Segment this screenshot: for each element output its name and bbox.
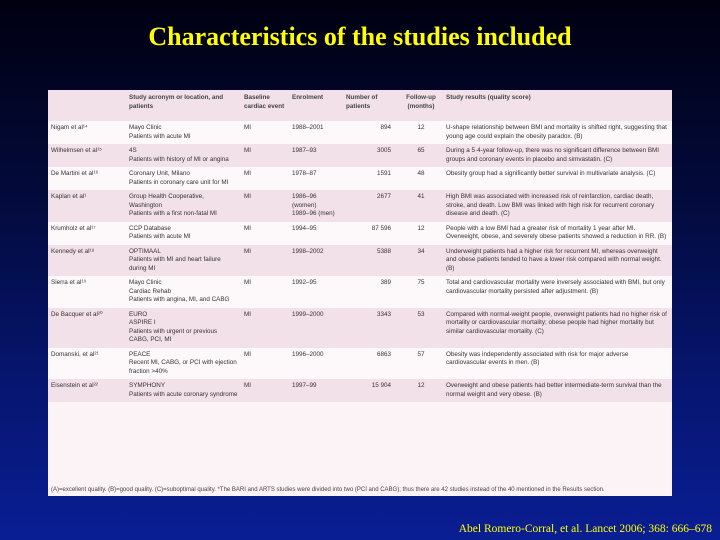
header-acronym: Study acronym or location, and patients: [126, 90, 241, 121]
cell-patients: 2677: [343, 190, 399, 222]
cell-results: Total and cardiovascular mortality were inversely associated with BMI, but only cardiovascular mortality persisted after adjustment. (B): [443, 276, 672, 308]
cell-acronym: OPTIMAAL Patients with MI and heart failure during MI: [126, 245, 241, 277]
cell-enrolment: 1994–95: [289, 222, 343, 245]
cell-followup: 75: [399, 276, 443, 308]
cell-baseline: MI: [241, 190, 289, 222]
cell-baseline: MI: [241, 144, 289, 167]
cell-followup: 48: [399, 167, 443, 190]
cell-followup: 12: [399, 121, 443, 144]
studies-table: [48, 90, 672, 402]
table-row: [48, 121, 672, 144]
cell-acronym: Mayo Clinic Patients with acute MI: [126, 121, 241, 144]
cell-patients: 389: [343, 276, 399, 308]
cell-patients: 5388: [343, 245, 399, 277]
table-row: [48, 308, 672, 348]
cell-results: Compared with normal-weight people, overweight patients had no higher risk of mortality or cardiovascular mortality; obese people had higher mortality but similar cardiovascular mortality. (C): [443, 308, 672, 348]
table-row: [48, 167, 672, 190]
cell-study: Domanski, et al²¹: [48, 348, 126, 380]
cell-baseline: MI: [241, 222, 289, 245]
header-enrolment: Enrolment: [289, 90, 343, 121]
cell-enrolment: 1999–2000: [289, 308, 343, 348]
cell-results: During a 5·4-year follow-up, there was no significant difference between BMI groups and coronary events in placebo and simvastatin. (C): [443, 144, 672, 167]
table-row: [48, 190, 672, 222]
cell-acronym: 4S Patients with history of MI or angina: [126, 144, 241, 167]
cell-acronym: CCP Database Patients with acute MI: [126, 222, 241, 245]
cell-baseline: MI: [241, 245, 289, 277]
cell-acronym: Coronary Unit, Milano Patients in coronary care unit for MI: [126, 167, 241, 190]
cell-results: Obesity was independently associated with risk for major adverse cardiovascular events in men. (B): [443, 348, 672, 380]
cell-acronym: SYMPHONY Patients with acute coronary syndrome: [126, 379, 241, 402]
cell-study: Kaplan et al¹: [48, 190, 126, 222]
cell-followup: 41: [399, 190, 443, 222]
cell-study: Eisenstein et al²²: [48, 379, 126, 402]
cell-results: People with a low BMI had a greater risk of mortality 1 year after MI. Overweight, obese, and severely obese patients showed a reduction in RR. (B): [443, 222, 672, 245]
cell-study: Wilhelmsen et al¹⁵: [48, 144, 126, 167]
cell-followup: 57: [399, 348, 443, 380]
header-patients: Number of patients: [343, 90, 399, 121]
citation: Abel Romero-Corral, et al. Lancet 2006; 368: 666–678: [458, 523, 712, 535]
study-characteristics-table: [48, 90, 672, 496]
cell-followup: 53: [399, 308, 443, 348]
cell-followup: 34: [399, 245, 443, 277]
cell-patients: 6863: [343, 348, 399, 380]
cell-enrolment: 1997–99: [289, 379, 343, 402]
cell-followup: 12: [399, 222, 443, 245]
cell-acronym: EURO ASPIRE I Patients with urgent or previous CABG, PCI, MI: [126, 308, 241, 348]
table-footnote: (A)=excellent quality. (B)=good quality. (C)=suboptimal quality. *The BARI and ARTS studies were divided into two (PCI and CABG); thus there are 42 studies instead of the 40 mentioned in the Results section.: [51, 487, 605, 493]
cell-acronym: Group Health Cooperative, Washington Patients with a first non-fatal MI: [126, 190, 241, 222]
cell-study: De Martini et al¹⁶: [48, 167, 126, 190]
cell-enrolment: 1998–2002: [289, 245, 343, 277]
cell-enrolment: 1988–2001: [289, 121, 343, 144]
table-row: [48, 222, 672, 245]
header-study: [48, 90, 126, 121]
header-baseline: Baseline cardiac event: [241, 90, 289, 121]
cell-results: Underweight patients had a higher risk for recurrent MI, whereas overweight and obese patients tended to have a lower risk compared with normal weight. (B): [443, 245, 672, 277]
cell-baseline: MI: [241, 167, 289, 190]
cell-study: De Bacquer et al²⁰: [48, 308, 126, 348]
cell-baseline: MI: [241, 308, 289, 348]
cell-patients: 15 904: [343, 379, 399, 402]
cell-patients: 3005: [343, 144, 399, 167]
cell-results: Obesity group had a significantly better survival in multivariate analysis. (C): [443, 167, 672, 190]
header-results: Study results (quality score): [443, 90, 672, 121]
cell-enrolment: 1986–96 (women) 1989–96 (men): [289, 190, 343, 222]
cell-patients: 894: [343, 121, 399, 144]
cell-patients: 3343: [343, 308, 399, 348]
cell-study: Kennedy et al¹⁸: [48, 245, 126, 277]
cell-baseline: MI: [241, 121, 289, 144]
cell-baseline: MI: [241, 276, 289, 308]
table-row: [48, 348, 672, 380]
table-row: [48, 276, 672, 308]
cell-study: Nigam et al¹⁴: [48, 121, 126, 144]
header-followup: Follow-up (months): [399, 90, 443, 121]
cell-study: Sierra et al¹⁹: [48, 276, 126, 308]
table-row: [48, 379, 672, 402]
slide-title: Characteristics of the studies included: [148, 22, 572, 51]
cell-baseline: MI: [241, 379, 289, 402]
cell-enrolment: 1987–93: [289, 144, 343, 167]
cell-enrolment: 1978–87: [289, 167, 343, 190]
cell-followup: 65: [399, 144, 443, 167]
cell-results: High BMI was associated with increased risk of reinfarction, cardiac death, stroke, and death. Low BMI was linked with high risk for recurrent coronary disease and death. (C): [443, 190, 672, 222]
cell-baseline: MI: [241, 348, 289, 380]
table-row: [48, 245, 672, 277]
cell-results: Overweight and obese patients had better intermediate-term survival than the normal weight and very obese. (B): [443, 379, 672, 402]
table-body: [48, 121, 672, 402]
cell-study: Krumholz et al¹⁷: [48, 222, 126, 245]
cell-acronym: Mayo Clinic Cardiac Rehab Patients with angina, MI, and CABG: [126, 276, 241, 308]
cell-enrolment: 1996–2000: [289, 348, 343, 380]
cell-patients: 87 596: [343, 222, 399, 245]
cell-followup: 12: [399, 379, 443, 402]
cell-results: U-shape relationship between BMI and mortality is shifted right, suggesting that young age could explain the obesity paradox. (B): [443, 121, 672, 144]
table-row: [48, 144, 672, 167]
cell-acronym: PEACE Recent MI, CABG, or PCI with ejection fraction >40%: [126, 348, 241, 380]
cell-patients: 1591: [343, 167, 399, 190]
cell-enrolment: 1992–95: [289, 276, 343, 308]
table-header-row: [48, 90, 672, 121]
